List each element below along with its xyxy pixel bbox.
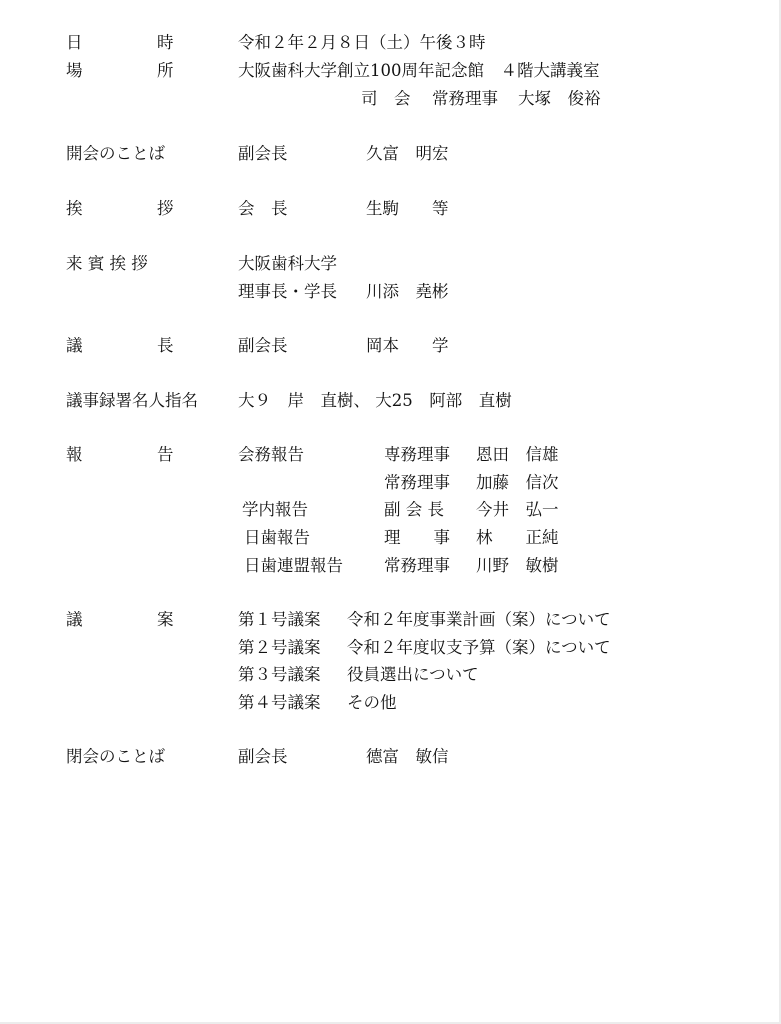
report-role: 専務理事	[384, 445, 450, 464]
greeting-role: 会 長	[238, 199, 288, 218]
agenda-item-title: その他	[347, 693, 397, 712]
reports-label-2: 告	[157, 445, 174, 464]
mc-title: 常務理事	[432, 89, 498, 108]
greeting-label-2: 拶	[157, 199, 174, 218]
report-name: 加藤 信次	[476, 473, 559, 492]
report-name: 恩田 信雄	[476, 445, 559, 464]
chair-name: 岡本 学	[366, 336, 449, 355]
guest-name: 川添 堯彬	[366, 282, 449, 301]
agenda-item-number: 第１号議案	[238, 610, 321, 629]
greeting-label-1: 挨	[66, 199, 83, 218]
agenda-item-number: 第３号議案	[238, 665, 321, 684]
report-section: 学内報告	[242, 500, 308, 519]
chair-label-2: 長	[157, 336, 174, 355]
opening-label: 開会のことば	[66, 144, 165, 163]
greeting-name: 生駒 等	[366, 199, 449, 218]
agenda-item-title: 令和２年度収支予算（案）について	[347, 638, 611, 657]
mc-role: 司 会	[361, 89, 411, 108]
venue-label-1: 場	[66, 61, 83, 80]
report-role: 常務理事	[384, 473, 450, 492]
signers-label: 議事録署名人指名	[66, 391, 198, 410]
report-name: 今井 弘一	[476, 500, 559, 519]
report-section: 日歯連盟報告	[244, 556, 343, 575]
agenda-label-2: 案	[157, 610, 174, 629]
closing-role: 副会長	[238, 747, 288, 766]
chair-role: 副会長	[238, 336, 288, 355]
guest-org: 大阪歯科大学	[238, 254, 337, 273]
chair-label-1: 議	[66, 336, 83, 355]
agenda-label-1: 議	[66, 610, 83, 629]
guest-role: 理事長・学長	[238, 282, 337, 301]
agenda-item-title: 役員選出について	[347, 665, 479, 684]
venue-label-2: 所	[157, 61, 174, 80]
report-section: 日歯報告	[244, 528, 310, 547]
venue-value: 大阪歯科大学創立100周年記念館 ４階大講義室	[238, 61, 600, 80]
agenda-item-number: 第４号議案	[238, 693, 321, 712]
report-role: 常務理事	[384, 556, 450, 575]
report-section: 会務報告	[238, 445, 304, 464]
report-role: 副 会 長	[384, 500, 444, 519]
datetime-label-2: 時	[157, 33, 174, 52]
opening-name: 久富 明宏	[366, 144, 449, 163]
reports-label-1: 報	[66, 445, 83, 464]
closing-label: 閉会のことば	[66, 747, 165, 766]
guest-label: 来 賓 挨 拶	[66, 254, 148, 273]
report-name: 川野 敏樹	[476, 556, 559, 575]
datetime-value: 令和２年２月８日（土）午後３時	[238, 33, 486, 52]
report-name: 林 正純	[476, 528, 559, 547]
opening-role: 副会長	[238, 144, 288, 163]
signers-value: 大９ 岸 直樹、 大25 阿部 直樹	[238, 391, 512, 410]
agenda-item-title: 令和２年度事業計画（案）について	[347, 610, 611, 629]
mc-name: 大塚 俊裕	[518, 89, 601, 108]
report-role: 理 事	[384, 528, 450, 547]
agenda-item-number: 第２号議案	[238, 638, 321, 657]
closing-name: 德富 敏信	[366, 747, 449, 766]
datetime-label-1: 日	[66, 33, 83, 52]
